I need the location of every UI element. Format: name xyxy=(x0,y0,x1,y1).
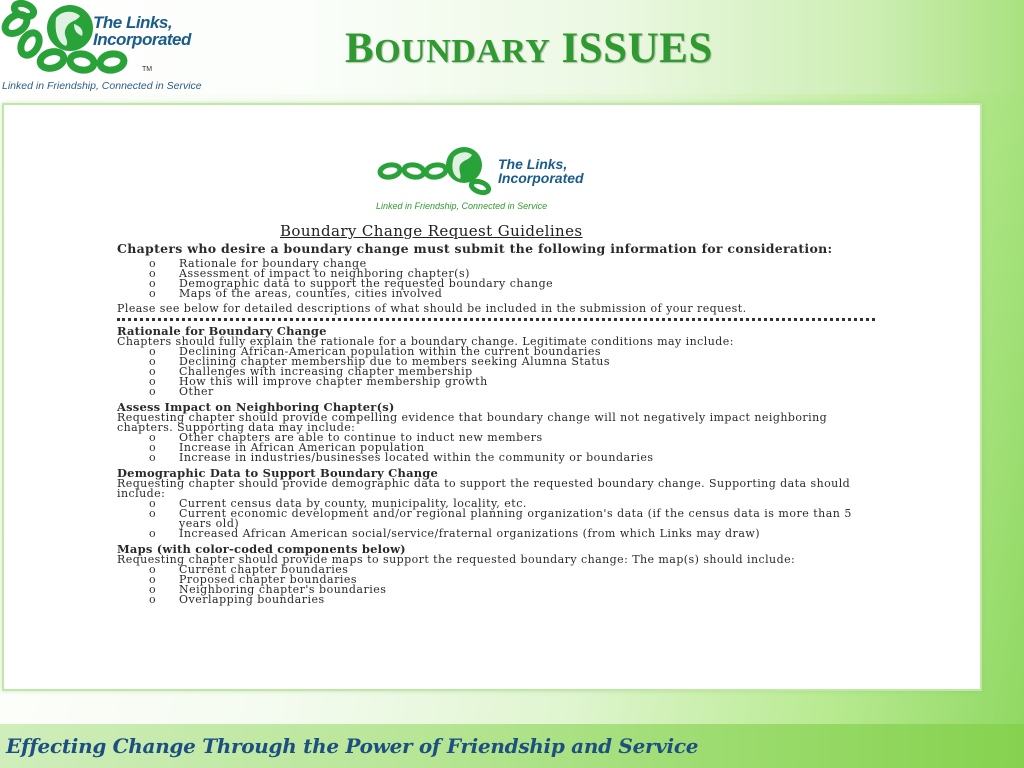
bullet-icon: o xyxy=(149,287,157,300)
bullet-icon: o xyxy=(149,431,157,444)
bullet-icon: o xyxy=(149,451,157,464)
section-body: Requesting chapter should provide demographic data to support the requested boundary change. Supporting data should include: xyxy=(117,477,851,500)
list-item: o Current chapter boundaries xyxy=(149,563,349,576)
document-logo-name-line1: The Links, xyxy=(498,156,568,172)
document-logo-name-line2: Incorporated xyxy=(498,170,584,186)
list-item: o Challenges with increasing chapter membership xyxy=(149,365,473,378)
section-maps xyxy=(117,543,877,605)
list-item: o Maps of the areas, counties, cities involved xyxy=(149,287,443,300)
section-title: Rationale for Boundary Change xyxy=(117,324,327,338)
bullet-icon: o xyxy=(149,527,157,540)
list-item: o Current census data by county, municipality, locality, etc. xyxy=(149,497,527,510)
list-item: o Increased African American social/service/fraternal organizations (from which Links may draw) xyxy=(149,527,761,540)
footer-motto: Effecting Change Through the Power of Friendship and Service xyxy=(6,734,699,758)
chain-globe-icon xyxy=(376,143,506,203)
bullet-icon: o xyxy=(149,507,157,520)
title-first-letter: B xyxy=(345,25,375,72)
logo-tagline: Linked in Friendship, Connected in Service xyxy=(2,80,202,92)
document-logo-tagline: Linked in Friendship, Connected in Service xyxy=(376,201,548,211)
list-item: o Increase in industries/businesses located within the community or boundaries xyxy=(149,451,654,464)
title-rest: OUNDARY xyxy=(374,33,551,70)
bullet-icon: o xyxy=(149,573,157,586)
section-list xyxy=(117,347,877,397)
section-title: Assess Impact on Neighboring Chapter(s) xyxy=(117,400,395,414)
section-body: Requesting chapter should provide compelling evidence that boundary change will not negatively impact neighboring chapters. Supporting data may include: xyxy=(117,411,828,434)
list-item: o Declining chapter membership due to members seeking Alumna Status xyxy=(149,355,610,368)
note-text: Please see below for detailed descriptions of what should be included in the submission of your request. xyxy=(117,302,747,315)
section-body: Chapters should fully explain the rationale for a boundary change. Legitimate conditions may include: xyxy=(117,335,734,348)
bullet-icon: o xyxy=(149,593,157,606)
section-title: Demographic Data to Support Boundary Change xyxy=(117,466,439,480)
logo-trademark: TM xyxy=(142,66,153,73)
slide-title xyxy=(345,24,713,73)
list-item: o Other chapters are able to continue to induct new members xyxy=(149,431,543,444)
list-item: o How this will improve chapter membership growth xyxy=(149,375,488,388)
bullet-icon: o xyxy=(149,385,157,398)
document-logo-name xyxy=(498,157,628,185)
bullet-icon: o xyxy=(149,375,157,388)
list-item: o Demographic data to support the requested boundary change xyxy=(149,277,554,290)
intro-list xyxy=(117,259,877,299)
title-second-word: ISSUES xyxy=(561,25,713,72)
section-list xyxy=(117,433,877,463)
bullet-icon: o xyxy=(149,563,157,576)
list-item: o Increase in African American population xyxy=(149,441,425,454)
logo-name-line1: The Links, xyxy=(93,13,173,32)
links-logo xyxy=(0,0,200,94)
list-item: o Neighboring chapter's boundaries xyxy=(149,583,387,596)
section-rationale xyxy=(117,325,877,397)
bullet-icon: o xyxy=(149,497,157,510)
dotted-divider xyxy=(117,318,875,321)
section-title: Maps (with color-coded components below) xyxy=(117,542,406,556)
document-heading: Boundary Change Request Guidelines xyxy=(280,222,583,240)
list-item: o Assessment of impact to neighboring chapter(s) xyxy=(149,267,470,280)
list-item: o Declining African-American population within the current boundaries xyxy=(149,345,602,358)
list-item: o Rationale for boundary change xyxy=(149,257,367,270)
bullet-icon: o xyxy=(149,583,157,596)
section-impact xyxy=(117,401,877,463)
section-list xyxy=(117,565,877,605)
slide-header xyxy=(0,0,1024,94)
list-item: o Other xyxy=(149,385,214,398)
list-item: o Current economic development and/or regional planning organization's data (if the census data is more than 5 years old) xyxy=(149,507,852,530)
bullet-icon: o xyxy=(149,277,157,290)
intro-text: Chapters who desire a boundary change must submit the following information for consideration: xyxy=(117,241,833,256)
scanned-document xyxy=(2,103,982,691)
logo-name xyxy=(93,14,193,48)
document-body xyxy=(117,243,877,605)
section-demographic xyxy=(117,467,877,539)
list-item: o Overlapping boundaries xyxy=(149,593,325,606)
section-list xyxy=(117,499,877,539)
section-body: Requesting chapter should provide maps to support the requested boundary change: The map(s) should include: xyxy=(117,553,796,566)
bullet-icon: o xyxy=(149,355,157,368)
bullet-icon: o xyxy=(149,365,157,378)
list-item: o Proposed chapter boundaries xyxy=(149,573,358,586)
bullet-icon: o xyxy=(149,345,157,358)
bullet-icon: o xyxy=(149,441,157,454)
bullet-icon: o xyxy=(149,257,157,270)
document-logo xyxy=(376,143,626,218)
slide-footer xyxy=(0,724,1024,768)
logo-name-line2: Incorporated xyxy=(93,30,191,49)
bullet-icon: o xyxy=(149,267,157,280)
